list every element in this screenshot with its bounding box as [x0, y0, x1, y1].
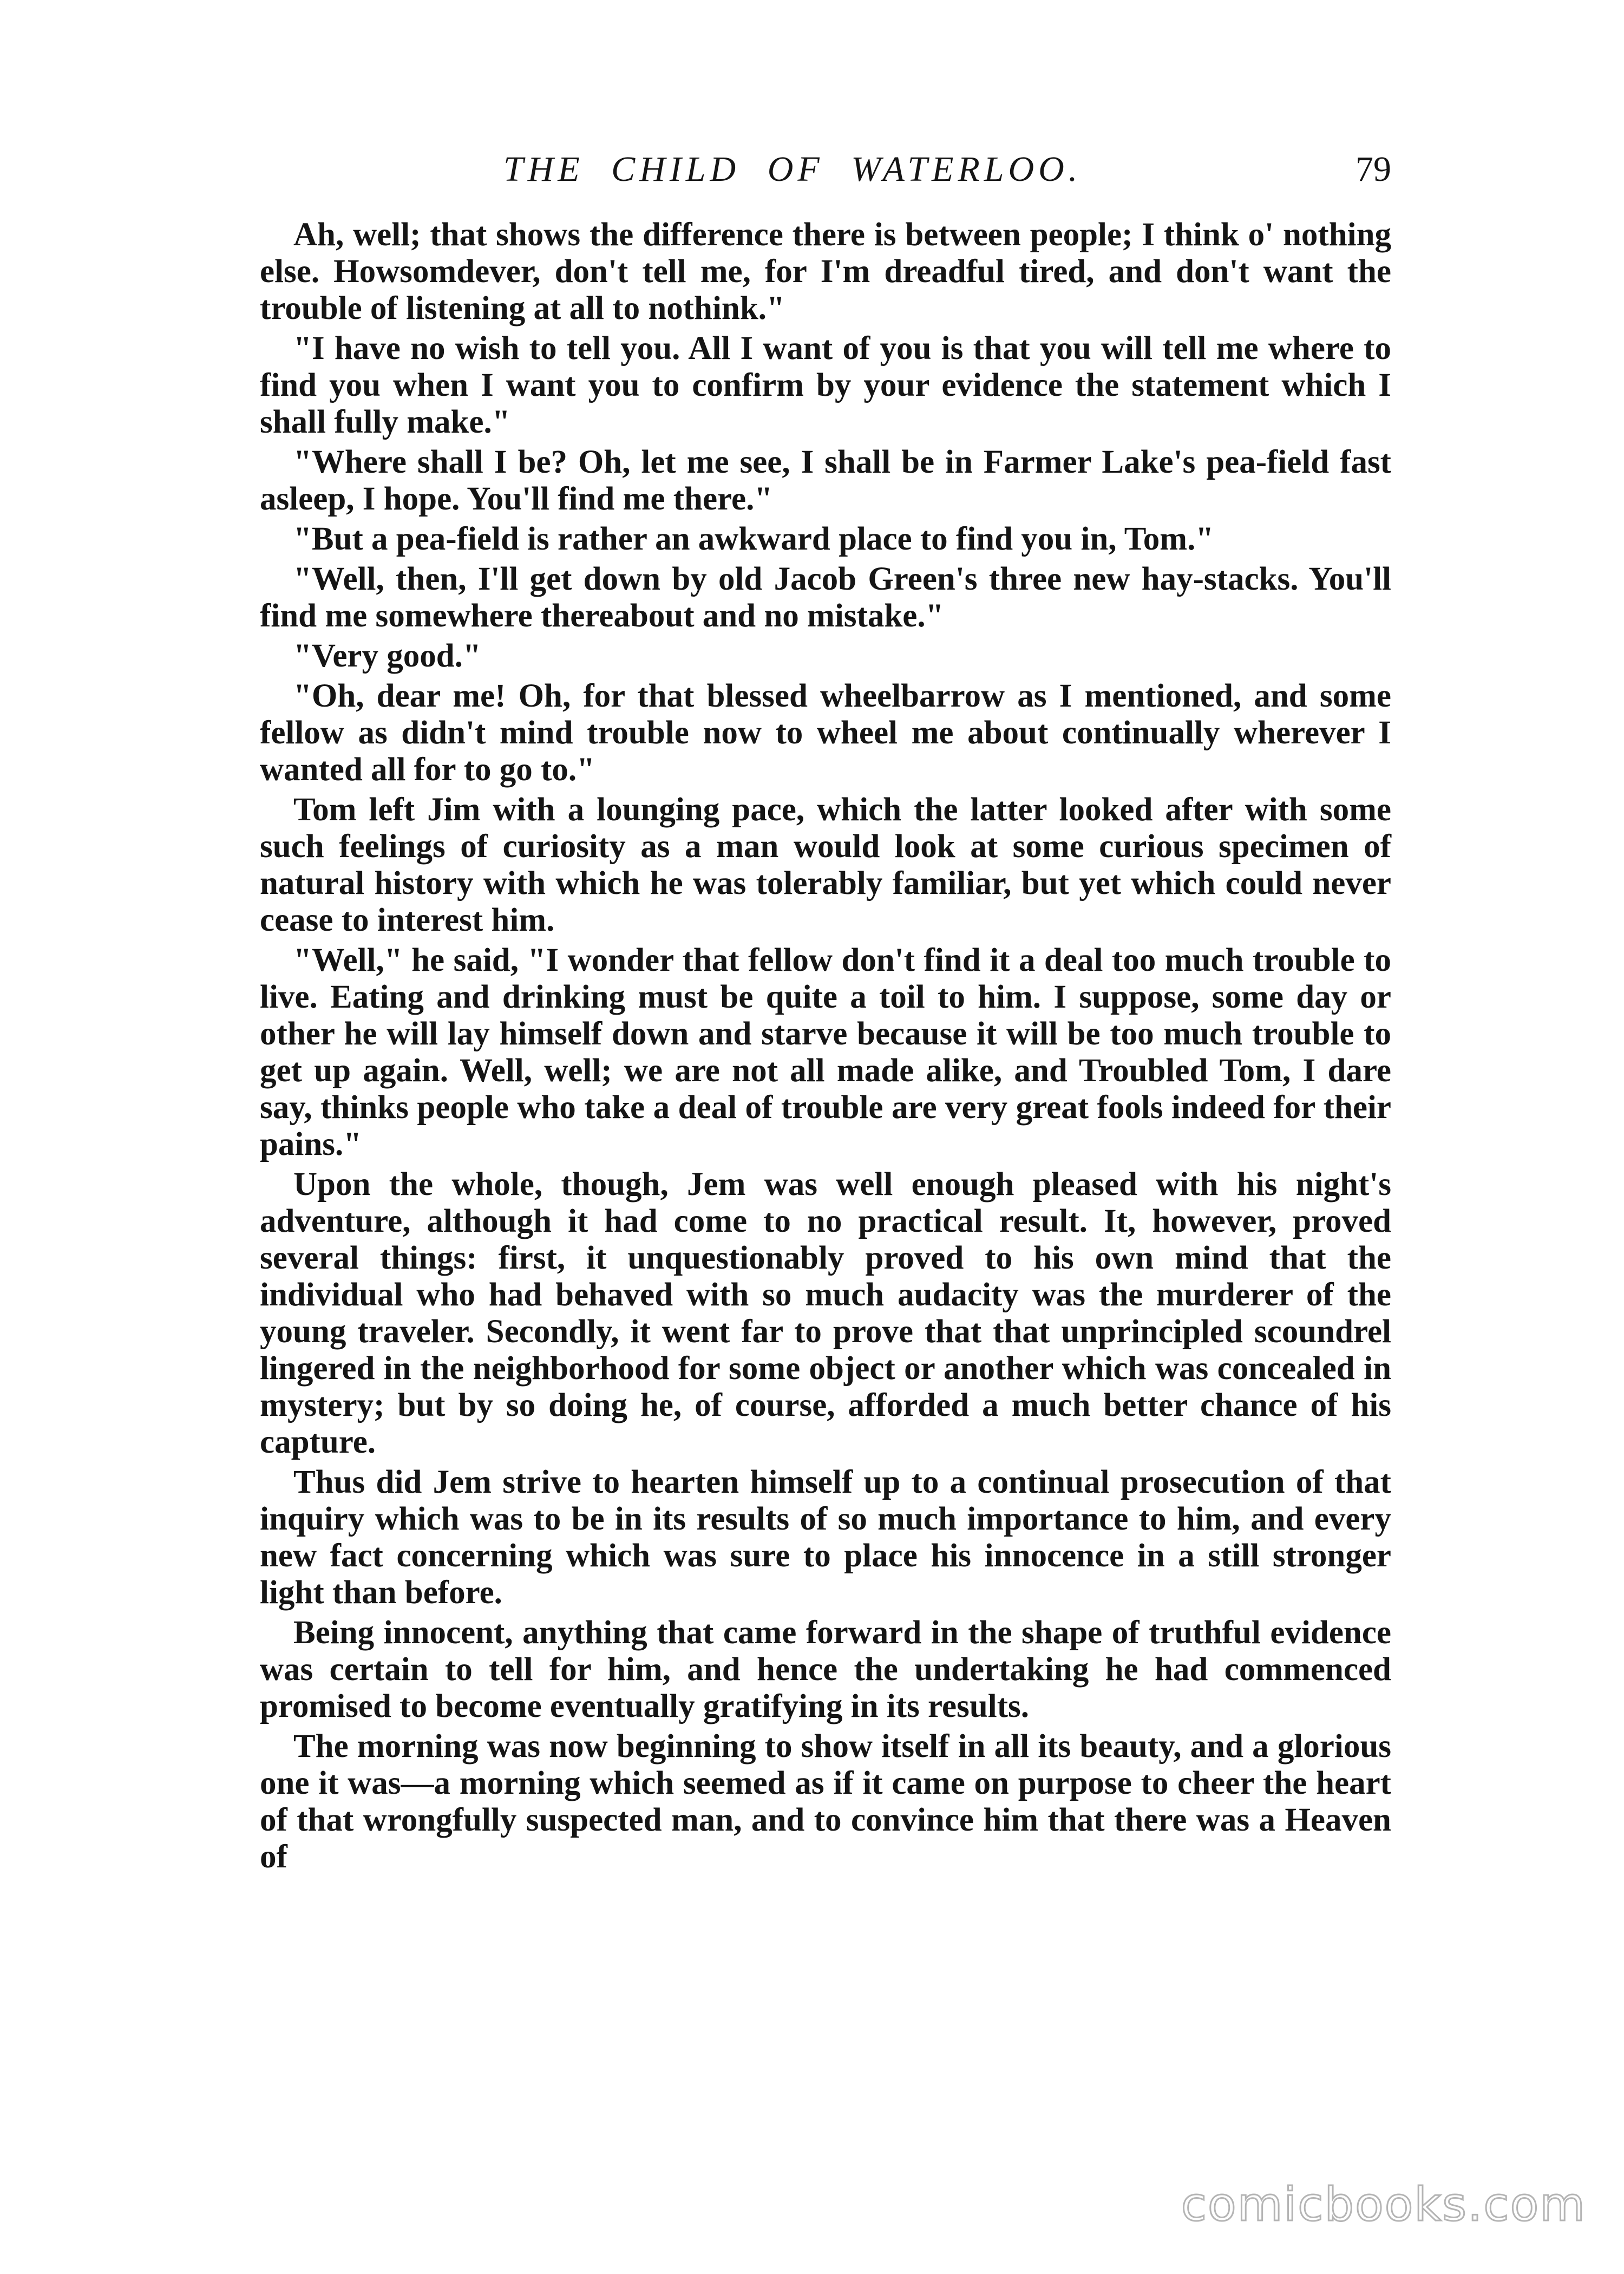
paragraph: Upon the whole, though, Jem was well enough pleased with his night's adventure, although it had come to no practical result. It, however, proved several things: first, it unquestionably proved to his own mind that the individual who had behaved with so much audacity was the murderer of the young traveler. Secondly, it went far to prove that that unprincipled scoundrel lingered in the neighborhood for some object or another which was concealed in mystery; but by so doing he, of course, afforded a much better chance of his capture.	[260, 1166, 1391, 1460]
running-head	[265, 145, 1391, 194]
paragraph: "Well," he said, "I wonder that fellow don't find it a deal too much trouble to live. Eating and drinking must be quite a toil to him. I suppose, some day or other he will lay himself down and starve because it will be too much trouble to get up again. Well, well; we are not all made alike, and Troubled Tom, I dare say, thinks people who take a deal of trouble are very great fools indeed for their pains."	[260, 942, 1391, 1162]
paragraph: "Where shall I be? Oh, let me see, I shall be in Farmer Lake's pea-field fast asleep, I hope. You'll find me there."	[260, 444, 1391, 517]
paragraph: "I have no wish to tell you. All I want of you is that you will tell me where to find you when I want you to confirm by your evidence the statement which I shall fully make."	[260, 330, 1391, 440]
paragraph: "Well, then, I'll get down by old Jacob Green's three new hay-stacks. You'll find me somewhere thereabout and no mistake."	[260, 561, 1391, 634]
paragraph: "Very good."	[293, 638, 481, 674]
paragraph: Thus did Jem strive to hearten himself up to a continual prosecution of that inquiry which was to be in its results of so much importance to him, and every new fact concerning which was sure to place his innocence in a still stronger light than before.	[260, 1464, 1391, 1611]
page-number: 79	[1355, 149, 1391, 189]
paragraph: Being innocent, anything that came forward in the shape of truthful evidence was certain to tell for him, and hence the undertaking he had commenced promised to become eventually gratifying in its results.	[260, 1615, 1391, 1724]
paragraph: The morning was now beginning to show itself in all its beauty, and a glorious one it was—a morning which seemed as if it came on purpose to cheer the heart of that wrongfully suspected man, and to convince him that there was a Heaven of	[260, 1728, 1391, 1875]
paragraph: "Oh, dear me! Oh, for that blessed wheelbarrow as I mentioned, and some fellow as didn't mind trouble now to wheel me about continually wherever I wanted all for to go to."	[260, 678, 1391, 788]
watermark: comicbooks.com	[1181, 2178, 1586, 2232]
body-text	[260, 217, 1391, 1879]
paragraph: Ah, well; that shows the difference there is between people; I think o' nothing else. Howsomdever, don't tell me, for I'm dreadful tired, and don't want the trouble of listening at all to nothink."	[260, 217, 1391, 326]
running-title: THE CHILD OF WATERLOO.	[503, 149, 1082, 189]
paragraph: Tom left Jim with a lounging pace, which the latter looked after with some such feelings of curiosity as a man would look at some curious specimen of natural history with which he was tolerably familiar, but yet which could never cease to interest him.	[260, 792, 1391, 938]
paragraph: "But a pea-field is rather an awkward place to find you in, Tom."	[293, 521, 1214, 557]
